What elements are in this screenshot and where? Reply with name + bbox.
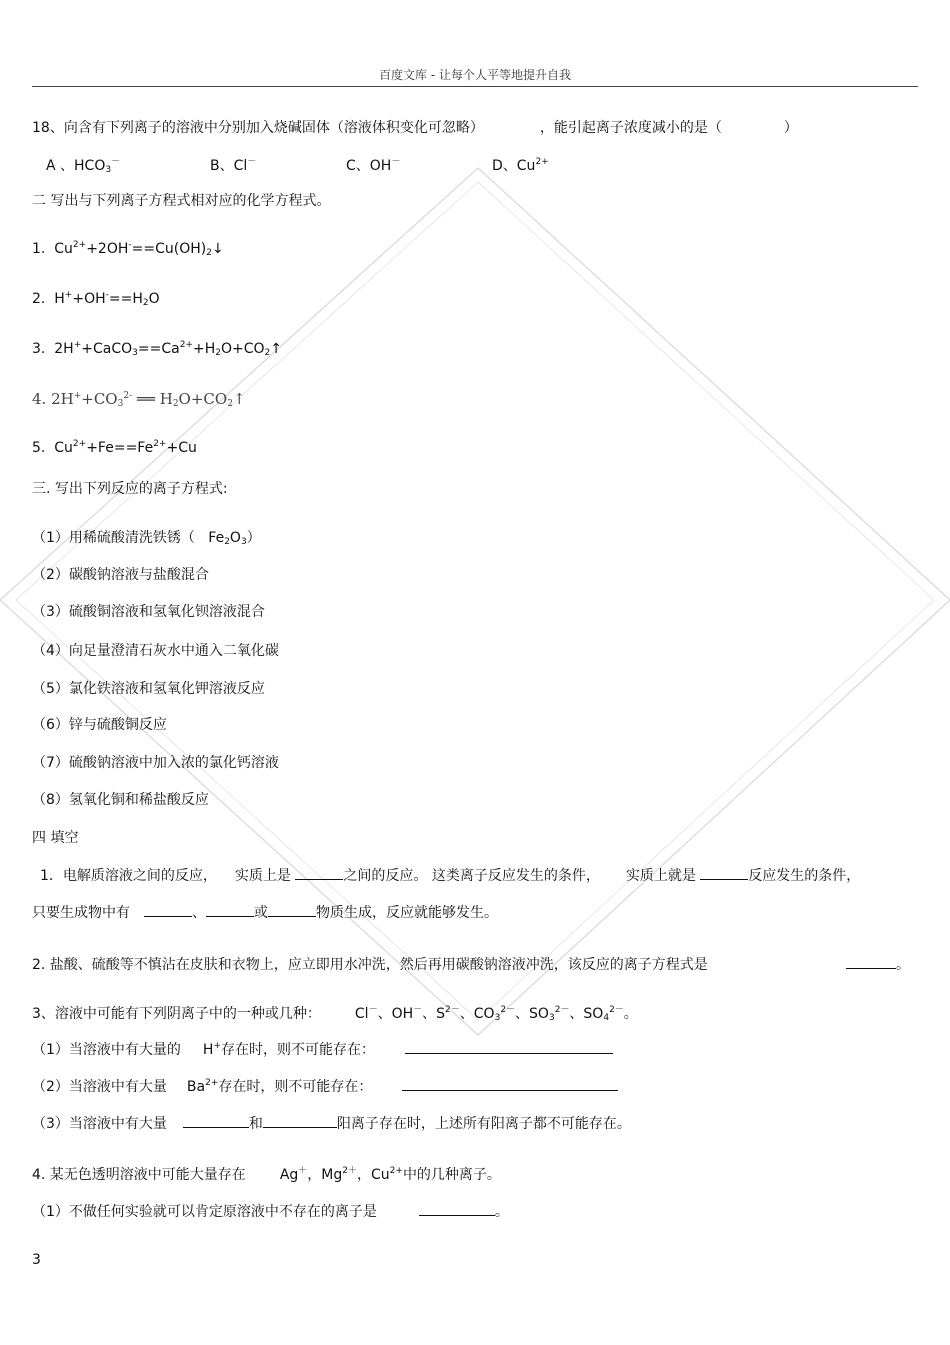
- fill-4-stem: 4. 某无色透明溶液中可能大量存在 Ag＋，$Mg^{2+}$，$Cu^{2+}$中的几种离子。: [32, 1166, 501, 1183]
- fill-3-stem: 3、溶液中可能有下列阴离子中的一种或几种： Cl－、OH－、$S^{2-}$、$CO_3^{2-}$、$SO_3^{2-}$、$SO_4^{2-}$。: [32, 1005, 638, 1023]
- section-2-title: 二 写出与下列离子方程式相对应的化学方程式。: [32, 193, 331, 209]
- answer-blank[interactable]: [144, 902, 192, 917]
- section-3-title: 三. 写出下列反应的离子方程式:: [32, 481, 228, 497]
- equation-1: 1. $Cu^{2+}+2OH^-==Cu(OH)_2↓$: [32, 240, 224, 258]
- equation-5: 5. $Cu^{2+}+Fe==Fe^{2+}+Cu$: [32, 439, 197, 456]
- section-3-item-6: （6）锌与硫酸铜反应: [32, 717, 167, 733]
- answer-blank[interactable]: [183, 1113, 249, 1128]
- answer-blank[interactable]: [846, 954, 896, 969]
- answer-blank[interactable]: [268, 902, 316, 917]
- fill-1-line-2: 只要生成物中有 、 或 物质生成，反应就能够发生。: [32, 902, 498, 922]
- section-3-item-8: （8）氢氧化铜和稀盐酸反应: [32, 792, 209, 808]
- fill-3-part-3: （3）当溶液中有大量 和 阳离子存在时，上述所有阳离子都不可能存在。: [32, 1113, 631, 1133]
- answer-blank[interactable]: [405, 1039, 613, 1054]
- answer-blank[interactable]: [402, 1076, 618, 1091]
- fill-3-part-2: （2）当溶液中有大量 $Ba^{2+}$存在时，则不可能存在：: [32, 1076, 618, 1096]
- fill-3-part-1: （1）当溶液中有大量的 H+存在时，则不可能存在：: [32, 1039, 613, 1059]
- option-a: A 、$HCO_3^-$: [46, 157, 121, 175]
- option-c: C、OH－: [346, 157, 401, 174]
- section-3-item-4: （4）向足量澄清石灰水中通入二氧化碳: [32, 643, 279, 659]
- header-rule: [32, 86, 918, 87]
- section-3-item-2: （2）碳酸钠溶液与盐酸混合: [32, 567, 209, 583]
- section-3-item-3: （3）硫酸铜溶液和氢氧化钡溶液混合: [32, 604, 265, 620]
- answer-blank[interactable]: [263, 1113, 337, 1128]
- page-number: 3: [32, 1252, 41, 1268]
- fill-2: 2. 盐酸、硫酸等不慎沾在皮肤和衣物上，应立即用水冲洗，然后再用碳酸钠溶液冲洗，该反应的离子方程式是 。: [32, 954, 912, 974]
- answer-blank[interactable]: [419, 1201, 495, 1216]
- equation-4: 4. $2H^++CO_3^{2-}$ ══ $H_2O+CO_2↑$: [32, 390, 246, 409]
- section-3-item-1: （1）用稀硫酸清洗铁锈（ $Fe_2O_3$）: [32, 530, 261, 547]
- fill-1-line-1: 1．电解质溶液之间的反应， 实质上是 之间的反应。 这类离子反应发生的条件， 实质上就是 反应发生的条件，: [40, 865, 860, 885]
- page-header: 百度文库 - 让每个人平等地提升自我: [379, 68, 571, 82]
- equation-2: 2. $H^++OH^-==H_2O$: [32, 290, 160, 308]
- answer-blank[interactable]: [700, 865, 748, 880]
- section-4-title: 四 填空: [32, 830, 79, 846]
- option-b: B、Cl－: [210, 157, 257, 174]
- answer-blank[interactable]: [206, 902, 254, 917]
- question-18-stem: 18、向含有下列离子的溶液中分别加入烧碱固体（溶液体积变化可忽略） ，能引起离子浓度减小的是（ ）: [32, 120, 798, 136]
- section-3-item-5: （5）氯化铁溶液和氢氧化钾溶液反应: [32, 681, 265, 697]
- equation-3: 3. $2H^++CaCO_3==Ca^{2+}+H_2O+CO_2↑$: [32, 340, 282, 358]
- fill-4-part-1: （1）不做任何实验就可以肯定原溶液中不存在的离子是 。: [32, 1201, 509, 1221]
- answer-blank[interactable]: [295, 865, 343, 880]
- option-d: D、$Cu^{2+}$: [492, 157, 549, 174]
- section-3-item-7: （7）硫酸钠溶液中加入浓的氯化钙溶液: [32, 755, 279, 771]
